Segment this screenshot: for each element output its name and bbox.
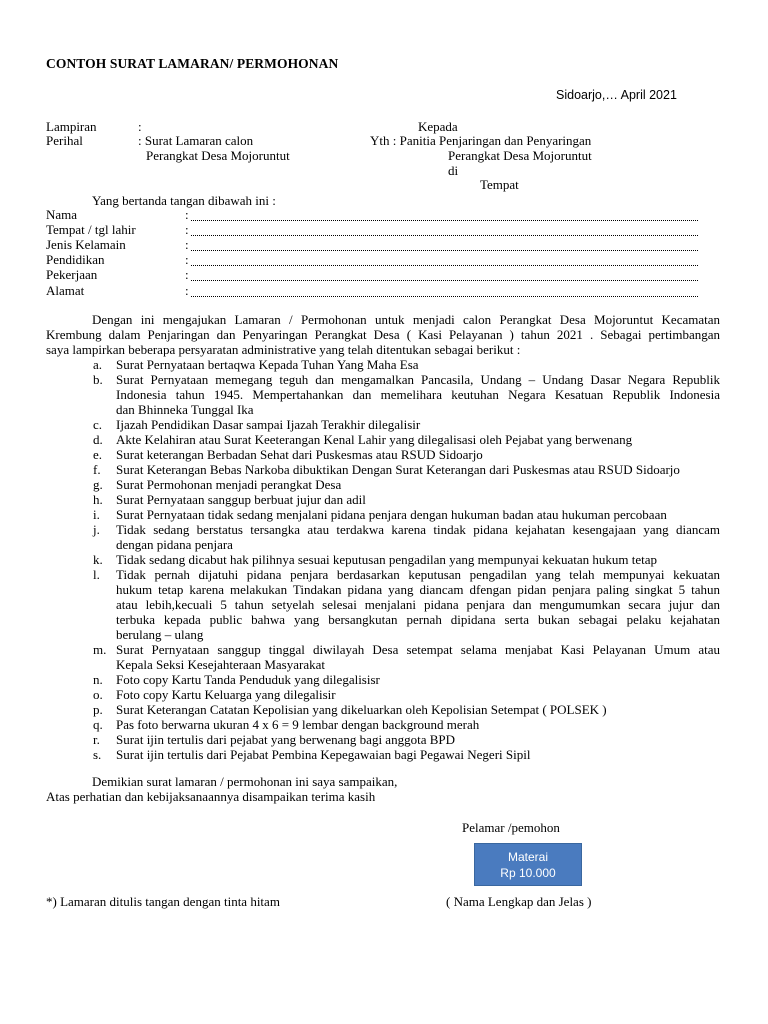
recipient-tempat: Tempat bbox=[480, 177, 519, 192]
closing-line-1: Demikian surat lamaran / permohonan ini saya sampaikan, bbox=[92, 774, 398, 789]
requirement-letter: d. bbox=[93, 432, 103, 447]
requirement-letter: l. bbox=[93, 567, 100, 582]
requirement-letter: m. bbox=[93, 642, 107, 657]
signature-label: Pelamar /pemohon bbox=[462, 820, 560, 835]
field-label-pendidikan: Pendidikan bbox=[46, 252, 105, 267]
field-dotted-line bbox=[191, 240, 698, 251]
recipient-kepada: Kepada bbox=[418, 119, 458, 134]
requirement-text: terbuka kepada public bahwa yang bersangkutan pernah dipidana serta bukan sebagai pelaku kejahatan bbox=[116, 612, 720, 627]
field-colon: : bbox=[185, 237, 189, 252]
field-colon: : bbox=[185, 207, 189, 222]
requirement-letter: j. bbox=[93, 522, 100, 537]
field-label-nama: Nama bbox=[46, 207, 78, 222]
field-dotted-line bbox=[191, 210, 698, 221]
body-line-1: Dengan ini mengajukan Lamaran / Permohonan untuk menjadi calon Perangkat Desa Mojoruntut Kecamatan bbox=[92, 312, 720, 327]
requirement-text: Surat Permohonan menjadi perangkat Desa bbox=[116, 477, 342, 492]
requirement-letter: h. bbox=[93, 492, 103, 507]
requirement-text: Tidak sedang berstatus tersangka atau terdakwa karena tindak pidana kejahatan kesengajaan yang diancam bbox=[116, 522, 720, 537]
perihal-line1: : Surat Lamaran calon bbox=[138, 133, 254, 148]
recipient-line2: Perangkat Desa Mojoruntut bbox=[448, 148, 592, 163]
field-dotted-line bbox=[191, 255, 698, 266]
closing-line-2: Atas perhatian dan kebijaksanaannya disampaikan terima kasih bbox=[46, 789, 376, 804]
requirement-letter: q. bbox=[93, 717, 103, 732]
requirement-text: atau lebih,kecuali 5 tahun setyelah selesai menjalani pidana penjara dan mengumumkan secara jujur dan bbox=[116, 597, 720, 612]
field-colon: : bbox=[185, 252, 189, 267]
requirement-text: berulang – ulang bbox=[116, 627, 204, 642]
body-line-2: Krembung dalam Penjaringan dan Penyaringan Perangkat Desa ( Kasi Pelayanan ) tahun 2021 . Sebagai pertimbangan bbox=[46, 327, 720, 342]
requirement-text: Surat ijin tertulis dari pejabat yang berwenang bagi anggota BPD bbox=[116, 732, 455, 747]
requirement-text: Surat Pernyataan sanggup berbuat jujur dan adil bbox=[116, 492, 366, 507]
requirement-letter: a. bbox=[93, 357, 103, 372]
requirement-text: Surat ijin tertulis dari Pejabat Pembina Kepegawaian bagi Pegawai Negeri Sipil bbox=[116, 747, 531, 762]
stamp-line-2: Rp 10.000 bbox=[500, 866, 556, 880]
requirement-text: Foto copy Kartu Keluarga yang dilegalisir bbox=[116, 687, 336, 702]
requirement-letter: n. bbox=[93, 672, 103, 687]
requirement-letter: s. bbox=[93, 747, 102, 762]
requirement-letter: r. bbox=[93, 732, 100, 747]
requirement-text: Tidak sedang dicabut hak pilihnya sesuai keputusan pengadilan yang mempunyai kekuatan hukum tetap bbox=[116, 552, 658, 567]
requirement-letter: p. bbox=[93, 702, 103, 717]
field-dotted-line bbox=[191, 270, 698, 281]
requirement-text: dan Bhinneka Tunggal Ika bbox=[116, 402, 254, 417]
requirement-letter: f. bbox=[93, 462, 101, 477]
signature-name: ( Nama Lengkap dan Jelas ) bbox=[446, 894, 592, 909]
letter-date: Sidoarjo,… April 2021 bbox=[556, 88, 677, 102]
requirement-text: Surat Pernyataan memegang teguh dan mengamalkan Pancasila, Undang – Undang Dasar Negara Republik bbox=[116, 372, 720, 387]
requirement-text: Ijazah Pendidikan Dasar sampai Ijazah Terakhir dilegalisir bbox=[116, 417, 421, 432]
field-colon: : bbox=[185, 267, 189, 282]
requirement-text: dengan pidana penjara bbox=[116, 537, 233, 552]
requirement-text: Pas foto berwarna ukuran 4 x 6 = 9 lembar dengan background merah bbox=[116, 717, 480, 732]
requirement-text: hukum tetap karena melakukan Tindakan pidana yang diancam dfengan pidan penjara paling singkat 5 tahun bbox=[116, 582, 720, 597]
requirement-text: Surat Pernyataan tidak sedang menjalani pidana penjara dengan hukuman badan atau hukuman percobaan bbox=[116, 507, 667, 522]
requirement-text: Foto copy Kartu Tanda Penduduk yang dilegalisisr bbox=[116, 672, 380, 687]
perihal-line2: Perangkat Desa Mojoruntut bbox=[146, 148, 290, 163]
requirement-letter: g. bbox=[93, 477, 103, 492]
materai-stamp bbox=[474, 843, 582, 886]
requirement-letter: o. bbox=[93, 687, 103, 702]
perihal-label: Perihal bbox=[46, 133, 83, 148]
field-label-tempat-tgl-lahir: Tempat / tgl lahir bbox=[46, 222, 136, 237]
requirement-letter: i. bbox=[93, 507, 100, 522]
requirement-text: Surat keterangan Berbadan Sehat dari Puskesmas atau RSUD Sidoarjo bbox=[116, 447, 483, 462]
requirement-text: Tidak pernah dijatuhi pidana penjara berdasarkan keputusan pengadilan yang telah mempunyai kekuatan bbox=[116, 567, 720, 582]
requirement-text: Surat Pernyataan bertaqwa Kepada Tuhan Yang Maha Esa bbox=[116, 357, 419, 372]
lampiran-label: Lampiran bbox=[46, 119, 97, 134]
requirement-letter: b. bbox=[93, 372, 103, 387]
requirement-letter: e. bbox=[93, 447, 103, 462]
letter-title: CONTOH SURAT LAMARAN/ PERMOHONAN bbox=[46, 56, 339, 71]
requirement-text: Surat Pernyataan sanggup tinggal diwilayah Desa setempat selama menjabat Kasi Pelayanan Umum atau bbox=[116, 642, 720, 657]
requirement-text: Kepala Seksi Kesejahteraan Masyarakat bbox=[116, 657, 325, 672]
field-dotted-line bbox=[191, 225, 698, 236]
intro-text: Yang bertanda tangan dibawah ini : bbox=[92, 193, 276, 208]
body-line-3: saya lampirkan beberapa persyaratan administrative yang telah ditentukan sebagai berikut : bbox=[46, 342, 521, 357]
recipient-di: di bbox=[448, 163, 459, 178]
field-dotted-line bbox=[191, 286, 698, 297]
footnote: *) Lamaran ditulis tangan dengan tinta hitam bbox=[46, 894, 280, 909]
requirement-letter: k. bbox=[93, 552, 103, 567]
requirement-text: Indonesia tahun 1945. Mempertahankan dan memelihara keutuhan Negara Kesatuan Republik Indonesia bbox=[116, 387, 720, 402]
stamp-line-1: Materai bbox=[507, 850, 548, 864]
field-label-pekerjaan: Pekerjaan bbox=[46, 267, 98, 282]
requirement-letter: c. bbox=[93, 417, 103, 432]
field-label-jenis-kelamin: Jenis Kelamain bbox=[46, 237, 126, 252]
field-colon: : bbox=[185, 222, 189, 237]
recipient-line1: Yth : Panitia Penjaringan dan Penyaringan bbox=[370, 133, 592, 148]
field-label-alamat: Alamat bbox=[46, 283, 85, 298]
field-colon: : bbox=[185, 283, 189, 298]
lampiran-colon: : bbox=[138, 119, 142, 134]
requirement-text: Akte Kelahiran atau Surat Keeterangan Kenal Lahir yang dilegalisasi oleh Pejabat yang berwenang bbox=[116, 432, 633, 447]
requirement-text: Surat Keterangan Catatan Kepolisian yang dikeluarkan oleh Kepolisian Setempat ( POLSEK ) bbox=[116, 702, 607, 717]
requirement-text: Surat Keterangan Bebas Narkoba dibuktikan Dengan Surat Keterangan dari Puskesmas atau RSUD Sidoarjo bbox=[116, 462, 680, 477]
